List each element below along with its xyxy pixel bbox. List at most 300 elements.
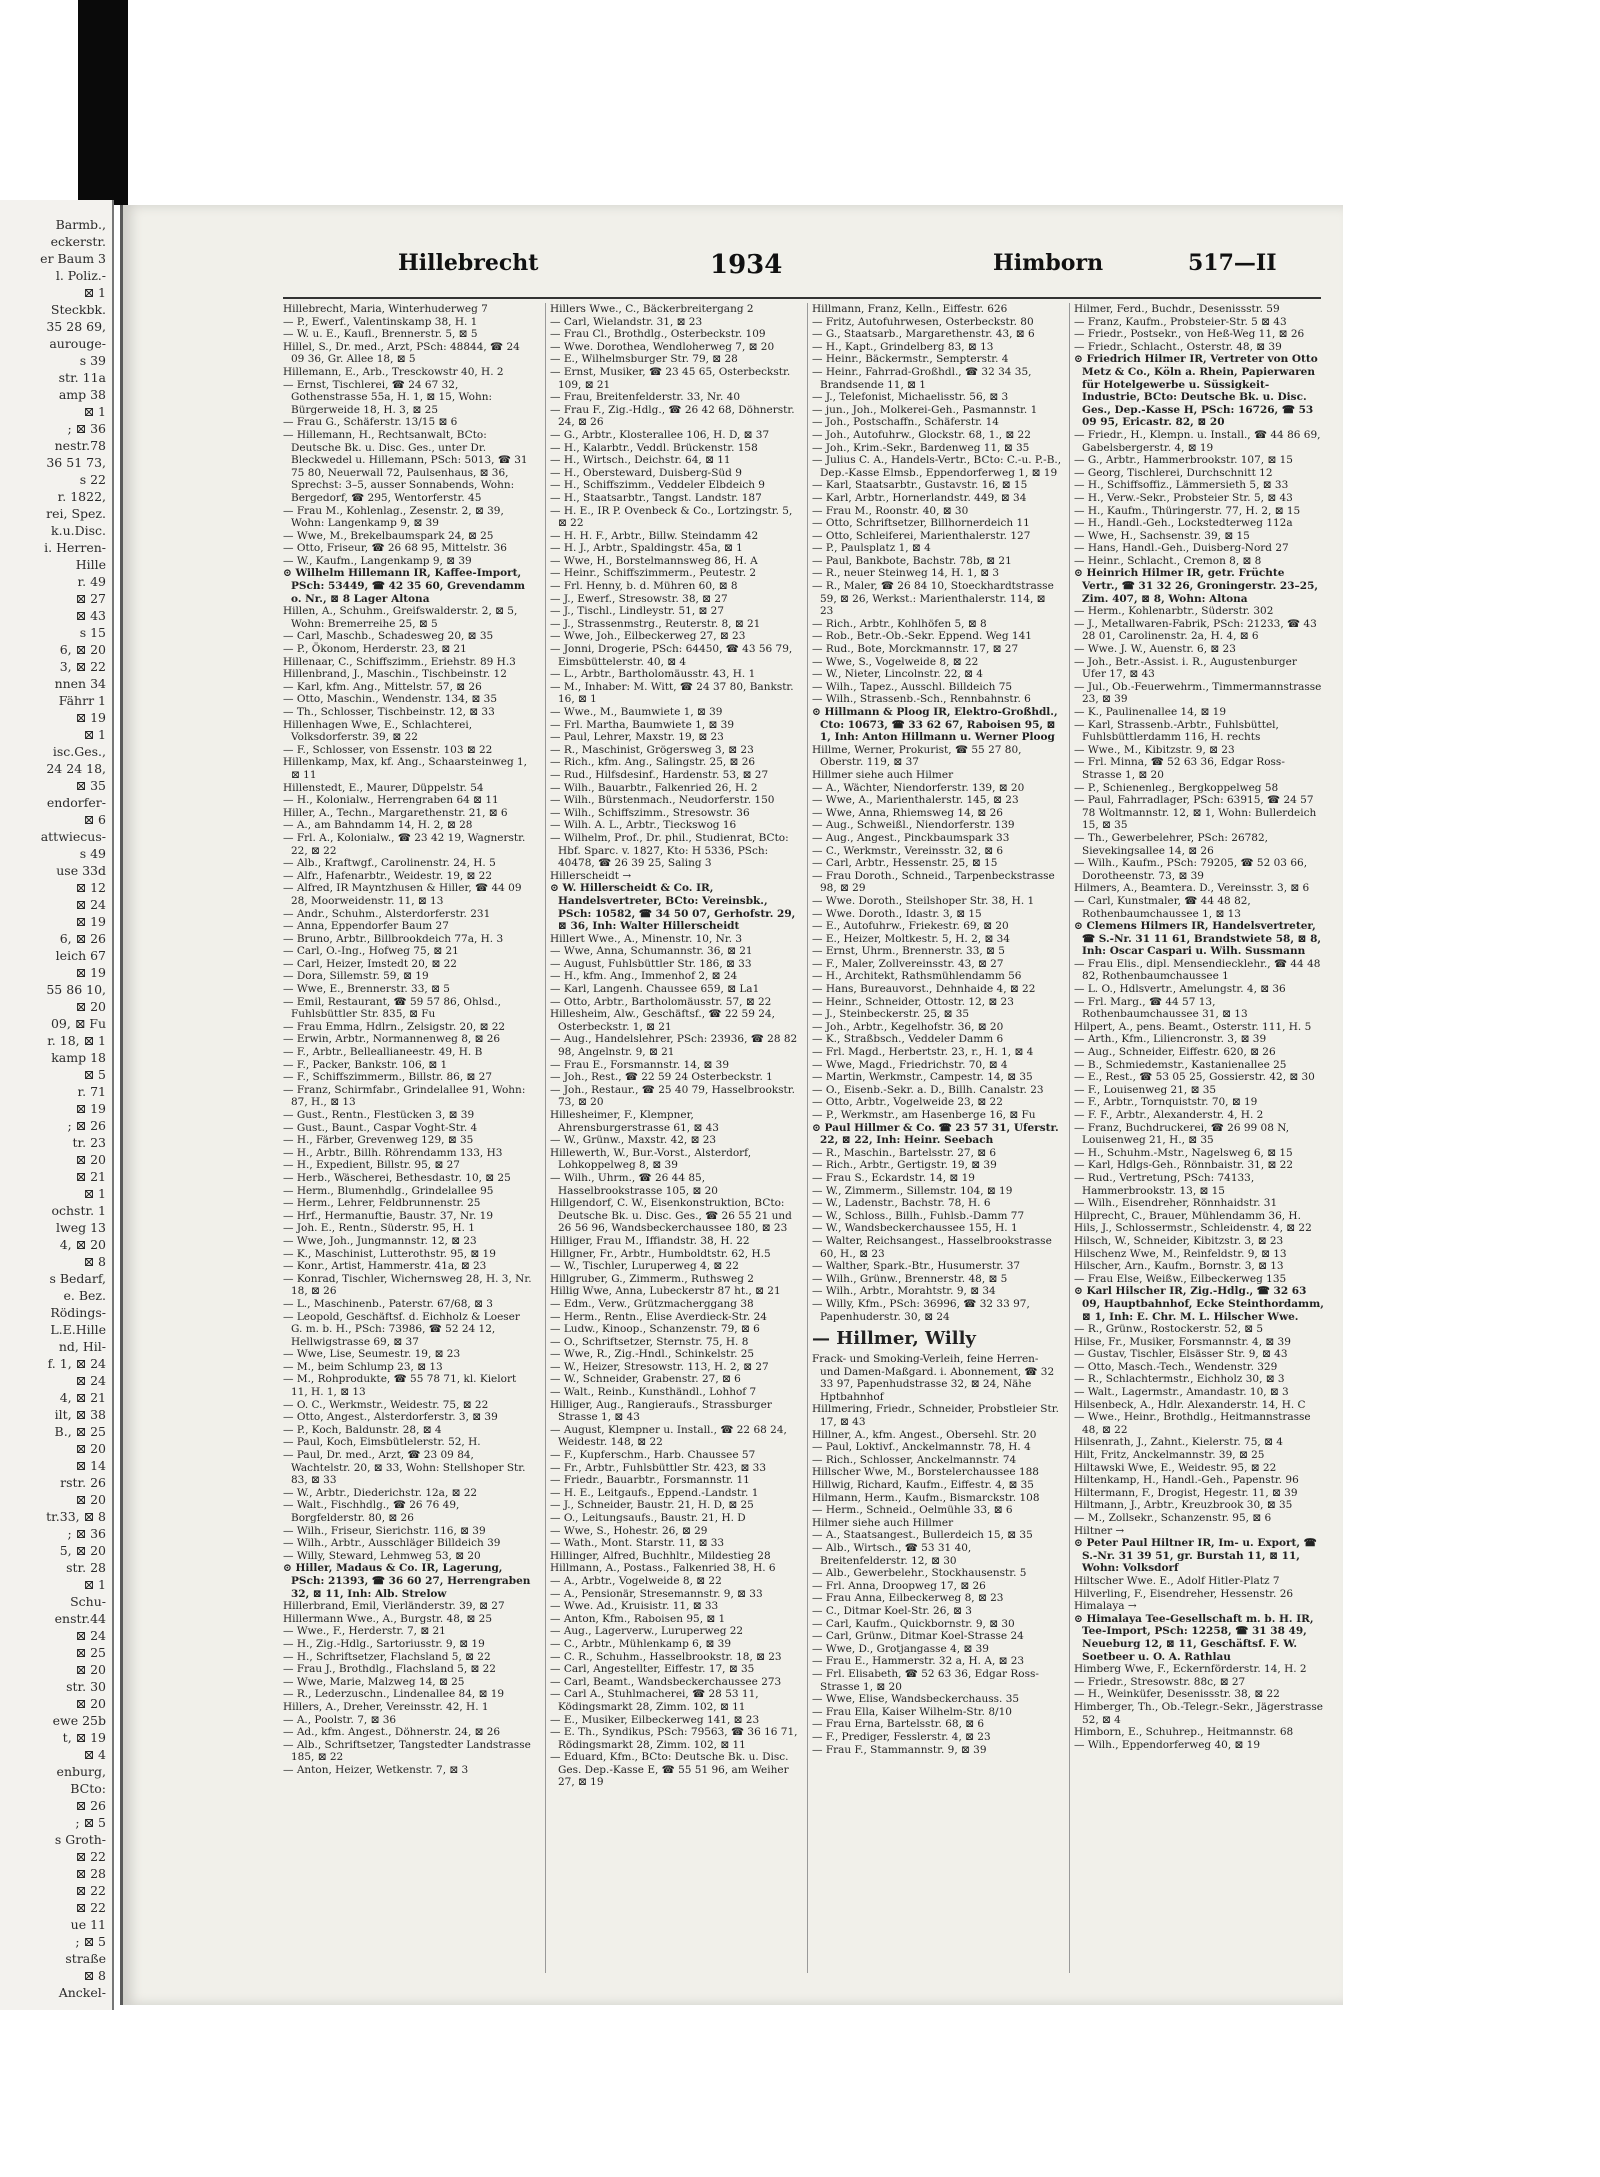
directory-entry: Hilmann, Herm., Kaufm., Bismarckstr. 108 [812,1491,1040,1504]
directory-entry: Hillen, A., Schuhm., Greifswalderstr. 2, ⊠ 5, Wohn: Bremerreihe 25, ⊠ 5 [283,605,518,630]
directory-entry: Himberg Wwe, F., Eckernförderstr. 14, H. 2 [1074,1663,1307,1676]
directory-entry: — Herm., Rentn., Elise Averdieck-Str. 24 [550,1310,767,1323]
left-page-fragment: L.E.Hille [50,1322,106,1337]
left-page-fragment: ⊠ 19 [75,965,106,980]
directory-entry: — A., Pensionär, Stresemannstr. 9, ⊠ 33 [550,1587,763,1600]
directory-entry: — Otto, Schriftsetzer, Billhornerdeich 11 [812,517,1030,530]
directory-entry: — Rich., kfm. Ang., Salingstr. 25, ⊠ 26 [550,756,756,769]
directory-entry: — H., Staatsarbtr., Tangst. Landstr. 187 [550,491,762,504]
directory-entry: Hiller, A., Techn., Margarethenstr. 21, ⊠ 6 [283,806,508,819]
directory-entry: — Paul, Loktivf., Anckelmannstr. 78, H. 4 [812,1441,1031,1454]
directory-entry: — Otto, Friseur, ☎ 26 68 95, Mittelstr. 36 [283,542,507,555]
left-page-fragment: ⊠ 20 [75,1696,106,1711]
left-page-fragment: ⊠ 4 [83,1747,106,1762]
directory-entry: — Hillemann, H., Rechtsanwalt, BCto: Deutsche Bk. u. Disc. Ges., unter Dr. Bleckwedel u. Hillemann, PSch: 5013, ☎ 31 75 80, Neuerwall 72, Paulsenhaus, ⊠ 36, Sprechst: 3–5, ausser Sonnabends, Wohn: Bergedorf, ☎ 295, Wentorferstr. 45 [283,428,528,504]
directory-entry: — Otto, Arbtr., Vogelweide 23, ⊠ 22 [812,1096,1003,1109]
directory-entry: — Heinr., Bäckermstr., Sempterstr. 4 [812,353,1009,366]
directory-entry: — R., neuer Steinweg 14, H. 1, ⊠ 3 [812,567,1000,580]
directory-entry: Himborn, E., Schuhrep., Heitmannstr. 68 [1074,1726,1294,1739]
directory-entry: — F., Schiffszimmerm., Billstr. 86, ⊠ 27 [283,1071,493,1084]
directory-entry: Hillenaar, C., Schiffszimm., Eriehstr. 89 H.3 [283,655,516,668]
left-page-fragment: str. 11a [58,370,106,385]
directory-entry: Hiltner → [1074,1524,1125,1537]
left-page-fragment: s 15 [79,625,106,640]
directory-entry: — Carl, Arbtr., Hessenstr. 25, ⊠ 15 [812,857,998,870]
directory-entry: ⊙ Clemens Hilmers IR, Handelsvertreter, ☎ S.-Nr. 31 11 61, Brandstwiete 58, ⊠ 8, Inh: Oscar Caspari u. Wilh. Sussmann [1074,920,1322,958]
directory-entry: — Rob., Betr.-Ob.-Sekr. Eppend. Weg 141 [812,630,1032,643]
directory-entry: — K., Paulinenallee 14, ⊠ 19 [1074,706,1227,718]
directory-entry: — Herb., Wäscherei, Bethesdastr. 10, ⊠ 25 [283,1171,511,1184]
left-page-fragment: tr.33, ⊠ 8 [46,1509,106,1524]
left-page-fragment: ⊠ 20 [75,1492,106,1507]
directory-entry: — Arth., Kfm., Liliencronstr. 3, ⊠ 39 [1074,1033,1267,1046]
directory-entry: — Walt., Lagermstr., Amandastr. 10, ⊠ 3 [1074,1386,1289,1399]
directory-entry: — J., Ewerf., Stresowstr. 38, ⊠ 27 [550,592,728,605]
left-page-fragment: l. Poliz.- [55,268,106,283]
left-page-fragment: 3, ⊠ 22 [59,659,106,674]
directory-entry: — Fritz, Autofuhrwesen, Osterbeckstr. 80 [812,315,1034,328]
directory-entry: — Frau E., Forsmannstr. 14, ⊠ 39 [550,1058,730,1071]
directory-entry: — H. E., IR P. Ovenbeck & Co., Lortzingstr. 5, ⊠ 22 [550,504,793,530]
directory-entry: Hilscher, Arn., Kaufm., Bornstr. 3, ⊠ 13 [1074,1260,1284,1273]
directory-entry: — Otto, Masch.-Tech., Wendenstr. 329 [1074,1360,1278,1373]
directory-entry: — M., Rohprodukte, ☎ 55 78 71, kl. Kielort 11, H. 1, ⊠ 13 [283,1373,517,1399]
directory-entry: — Carl, Wielandstr. 31, ⊠ 23 [550,315,703,328]
directory-entry: — Wwe. Ad., Kruisistr. 11, ⊠ 33 [550,1600,719,1613]
left-page-fragment: attwiecus- [40,829,106,844]
left-page-fragment: aurouge- [49,336,106,351]
directory-entry: — Hrf., Hermanuftie, Baustr. 37, Nr. 19 [283,1209,494,1222]
directory-entry: — F., Louisenweg 21, ⊠ 35 [1074,1083,1217,1096]
directory-entry: — Joh. E., Rentn., Süderstr. 95, H. 1 [283,1222,475,1235]
left-page-fragment: ⊠ 1 [83,285,106,300]
directory-entry: — W., Kaufm., Langenkamp 9, ⊠ 39 [283,554,472,567]
directory-entry: — O., Schriftsetzer, Sternstr. 75, H. 8 [550,1335,749,1348]
directory-entry: — Alb., Schriftsetzer, Tangstedter Landstrasse 185, ⊠ 22 [283,1738,531,1764]
directory-entry: Hillgner, Fr., Arbtr., Humboldtstr. 62, H.5 [550,1247,771,1260]
directory-entry: — Wilh., Strassenb.-Sch., Rennbahnstr. 6 [812,693,1031,706]
directory-entry: — Anton, Heizer, Wetkenstr. 7, ⊠ 3 [283,1763,469,1776]
directory-entry: — Heinr., Schlacht., Cremon 8, ⊠ 8 [1074,554,1262,567]
directory-entry: — Aug., Angest., Pinckbaumspark 33 [812,831,1010,844]
directory-entry: ⊙ Friedrich Hilmer IR, Vertreter von Otto Metz & Co., Köln a. Rhein, Papierwaren für Hotelgewerbe u. Süssigkeit-Industrie, BCto: Deutsche Bk. u. Disc. Ges., Dep.-Kasse H, PSch: 16726, ☎ 53 09 95, Ericastr. 82, ⊠ 20 [1074,353,1318,429]
directory-entry: — Joh., Rest., ☎ 22 59 24 Osterbeckstr. 1 [550,1071,773,1084]
directory-entry: — Emil, Restaurant, ☎ 59 57 86, Ohlsd., Fuhlsbüttler Str. 835, ⊠ Fu [283,995,501,1021]
directory-entry: — H., Arbtr., Billh. Röhrendamm 133, H3 [283,1146,503,1159]
directory-entry: — Dora, Sillemstr. 59, ⊠ 19 [283,970,429,983]
directory-entry: Hiltawski Wwe, E., Weidestr. 95, ⊠ 22 [1074,1461,1277,1474]
directory-entry: Himberger, Th., Ob.-Telegr.-Sekr., Jägerstrasse 52, ⊠ 4 [1074,1700,1323,1726]
directory-entry: Hillenhagen Wwe, E., Schlachterei, Volksdorferstr. 39, ⊠ 22 [283,718,473,744]
directory-entry: — Rich., Arbtr., Kohlhöfen 5, ⊠ 8 [812,617,987,630]
directory-entry: — Jul., Ob.-Feuerwehrm., Timmermannstrasse 23, ⊠ 39 [1074,680,1322,706]
directory-entry: — P., Paulsplatz 1, ⊠ 4 [812,542,931,555]
directory-entry: — W., Zimmerm., Sillemstr. 104, ⊠ 19 [812,1184,1013,1197]
directory-entry: — Walter, Reichsangest., Hasselbrookstrasse 60, H., ⊠ 23 [812,1234,1052,1260]
directory-entry: — R., Maschinist, Grögersweg 3, ⊠ 23 [550,743,754,756]
directory-entry: — A., Wächter, Niendorferstr. 139, ⊠ 20 [812,781,1025,794]
left-page-fragment: ⊠ 1 [83,1577,106,1592]
left-page-fragment: ⊠ 19 [75,914,106,929]
directory-entry: — Wwe, Magd., Friedrichstr. 70, ⊠ 4 [812,1058,1008,1071]
left-page-fragment: s 39 [79,353,106,368]
left-page-fragment: i. Herren- [44,540,106,555]
directory-entry: — Otto, Arbtr., Bartholomäusstr. 57, ⊠ 22 [550,995,772,1008]
directory-entry: — Wwe, Anna, Rhiemsweg 14, ⊠ 26 [812,806,1003,819]
directory-entry: — Wwe, R., Zig.-Hndl., Schinkelstr. 25 [550,1348,755,1361]
directory-entry: Hilmer, Ferd., Buchdr., Desenissstr. 59 [1074,303,1280,315]
directory-entry: — F., Kupferschm., Harb. Chaussee 57 [550,1449,756,1462]
directory-entry: — Frau Emma, Hdlrn., Zelsigstr. 20, ⊠ 22 [283,1020,506,1033]
directory-entry: — Wwe, D., Grotjangasse 4, ⊠ 39 [812,1642,989,1655]
directory-entry: — Georg, Tischlerei, Durchschnitt 12 [1074,466,1273,479]
left-page-fragment: ⊠ 20 [75,1662,106,1677]
left-page-fragment: s Groth- [54,1832,106,1847]
directory-entry: — Frau Anna, Eilbeckerweg 8, ⊠ 23 [812,1592,1004,1605]
directory-entry: Hilmers, A., Beamtera. D., Vereinsstr. 3, ⊠ 6 [1074,882,1310,895]
directory-entry: — F., Arbtr., Tornquiststr. 70, ⊠ 19 [1074,1096,1258,1109]
directory-entry: — Alfr., Hafenarbtr., Weidestr. 19, ⊠ 22 [283,869,493,882]
left-page-fragment: ⊠ 26 [75,1798,106,1813]
directory-entry: — Paul, Bankbote, Bachstr. 78b, ⊠ 21 [812,554,1012,567]
directory-entry: — P., Ewerf., Valentinskamp 38, H. 1 [283,315,478,328]
directory-entry: — Wwe, S., Hohestr. 26, ⊠ 29 [550,1524,708,1537]
directory-entry: — Heinr., Schiffszimmerm., Peutestr. 2 [550,567,757,580]
directory-entry: — Aug., Schneider, Eiffestr. 620, ⊠ 26 [1074,1046,1276,1059]
directory-entry: — Wilh., Bauarbtr., Falkenried 26, H. 2 [550,781,758,794]
left-page-fragment: ⊠ 35 [75,778,106,793]
directory-entry: ⊙ Paul Hillmer & Co. ☎ 23 57 31, Uferstr. 22, ⊠ 22, Inh: Heinr. Seebach [812,1121,1059,1147]
directory-entry: — Rich., Schlosser, Anckelmannstr. 74 [812,1453,1017,1466]
left-page-fragment: Barmb., [55,217,106,232]
left-page-fragment: ochstr. 1 [51,1203,106,1218]
directory-entry: Hilschenz Wwe, M., Reinfeldstr. 9, ⊠ 13 [1074,1247,1287,1260]
directory-entry: — Herm., Blumenhdlg., Grindelallee 95 [283,1184,494,1197]
left-page-fragment: nnen 34 [54,676,106,691]
directory-entry: — Wwe, H., Sachsenstr. 39, ⊠ 15 [1074,529,1250,542]
previous-page-margin [0,200,114,2010]
directory-entry: — Hans, Handl.-Geh., Duisberg-Nord 27 [1074,542,1289,555]
directory-entry: — H., Kalarbtr., Veddl. Brückenstr. 158 [550,441,758,454]
directory-entry: — Friedr., H., Klempn. u. Install., ☎ 44 86 69, Gabelsbergerstr. 4, ⊠ 19 [1074,428,1321,454]
directory-entry: — W., Nieter, Lincolnstr. 22, ⊠ 4 [812,668,983,681]
directory-entry: — Frau G., Schäferstr. 13/15 ⊠ 6 [283,416,458,429]
directory-entry: — Wwe. Dorothea, Wendloherweg 7, ⊠ 20 [550,340,775,353]
directory-entry: — Wwe., Heinr., Brothdlg., Heitmannstrasse 48, ⊠ 22 [1074,1411,1311,1436]
directory-entry: — R., Lederzuschn., Lindenallee 84, ⊠ 19 [283,1688,505,1701]
directory-entry: — Frl. Martha, Baumwiete 1, ⊠ 39 [550,718,735,731]
directory-entry: — Jonni, Drogerie, PSch: 64450, ☎ 43 56 79, Eimsbüttelerstr. 40, ⊠ 4 [550,643,793,668]
left-page-fragment: ⊠ 20 [75,1441,106,1456]
directory-entry: — Wwe, Joh., Jungmannstr. 12, ⊠ 23 [283,1234,477,1247]
directory-entry: — G., Arbtr., Hammerbrookstr. 107, ⊠ 15 [1074,454,1293,467]
left-page-fragment: ⊠ 6 [83,812,106,827]
directory-entry: — Wilh., Arbtr., Ausschläger Billdeich 39 [283,1537,501,1550]
directory-entry: Hiltscher Wwe. E., Adolf Hitler-Platz 7 [1074,1574,1280,1587]
directory-entry: — H., Schuhm.-Mstr., Nagelsweg 6, ⊠ 15 [1074,1146,1293,1159]
directory-entry: — Wwe. Doroth., Idastr. 3, ⊠ 15 [812,907,982,920]
directory-entry: — Frau F., Zig.-Hdlg., ☎ 26 42 68, Döhnerstr. 24, ⊠ 26 [550,403,795,429]
directory-entry: — Karl, Hdlgs-Geh., Rönnbaistr. 31, ⊠ 22 [1074,1159,1294,1172]
directory-entry: — A., Staatsangest., Bullerdeich 15, ⊠ 35 [812,1529,1033,1542]
directory-entry: — O., Leitungsaufs., Baustr. 21, H. D [550,1512,746,1524]
directory-entry: — Frau Erna, Bartelsstr. 68, ⊠ 6 [812,1718,985,1731]
directory-entry: — E., Autofuhrw., Friekestr. 69, ⊠ 20 [812,920,1009,933]
left-page-fragment: t, ⊠ 19 [62,1730,106,1745]
directory-entry: — Friedr., Schlacht., Osterstr. 48, ⊠ 39 [1074,340,1282,353]
directory-entry: Hillme, Werner, Prokurist, ☎ 55 27 80, Oberstr. 119, ⊠ 37 [812,743,1022,769]
directory-entry: — C., Ditmar Koel-Str. 26, ⊠ 3 [812,1604,972,1617]
directory-entry: — Aug., Handelslehrer, PSch: 23936, ☎ 28 82 98, Angelnstr. 9, ⊠ 21 [550,1033,798,1059]
directory-entry: — Th., Gewerbelehrer, PSch: 26782, Sievekingsallee 14, ⊠ 26 [1074,831,1268,857]
directory-entry: — W., Tischler, Luruperweg 4, ⊠ 22 [550,1260,739,1273]
directory-entry: — Otto, Maschin., Wendenstr. 134, ⊠ 35 [283,693,498,706]
page-header [123,250,1343,290]
directory-entry: Hillmann, A., Postass., Falkenried 38, H. 6 [550,1562,776,1575]
directory-entry: — Otto, Angest., Alsterdorferstr. 3, ⊠ 39 [283,1411,498,1424]
left-page-fragment: nd, Hil- [58,1339,106,1354]
directory-entry: — P., Werkmstr., am Hasenberge 16, ⊠ Fu [812,1109,1036,1121]
directory-entry: — A., am Bahndamm 14, H. 2, ⊠ 28 [283,819,473,832]
directory-entry: — Gust., Baunt., Caspar Voght-Str. 4 [283,1121,478,1134]
directory-entry: Hillscher Wwe, M., Borstelerchaussee 188 [812,1466,1039,1479]
directory-entry: — Frl. Elisabeth, ☎ 52 63 36, Edgar Ross-Strasse 1, ⊠ 20 [812,1667,1039,1693]
directory-entry: — H., Wirtsch., Deichstr. 64, ⊠ 11 [550,454,731,467]
left-page-fragment: ⊠ 22 [75,1883,106,1898]
left-page-fragment: ewe 25b [52,1713,106,1728]
left-page-fragment: 4, ⊠ 20 [59,1237,106,1252]
directory-entry: — Martin, Werkmstr., Campestr. 14, ⊠ 35 [812,1071,1033,1084]
directory-entry: — Heinr., Schneider, Ottostr. 12, ⊠ 23 [812,995,1014,1008]
directory-entry: — K., Straßbsch., Veddeler Damm 6 [812,1033,1004,1046]
directory-entry: — Carl, Maschb., Schadesweg 20, ⊠ 35 [283,630,494,643]
directory-entry: Hilliger, Aug., Rangieraufs., Strassburger Strasse 1, ⊠ 43 [550,1398,772,1424]
left-page-fragment: r. 71 [77,1084,106,1099]
directory-entry: — W., Wandsbeckerchaussee 155, H. 1 [812,1222,1018,1235]
left-page-fragment: Anckel- [58,1985,106,2000]
left-page-fragment: ⊠ 19 [75,1101,106,1116]
directory-entry: — Konrad, Tischler, Wichernsweg 28, H. 3, Nr. 18, ⊠ 26 [283,1272,532,1298]
directory-entry: — Wilh., Bürstenmach., Neudorferstr. 150 [550,794,775,807]
directory-entry: — L. O., Hdlsvertr., Amelungstr. 4, ⊠ 36 [1074,983,1286,996]
left-page-fragment: ⊠ 12 [75,880,106,895]
left-page-fragment: ilt, ⊠ 38 [54,1407,106,1422]
directory-entry: — Franz, Kaufm., Probsteier-Str. 5 ⊠ 43 [1074,315,1287,328]
directory-entry: Hilsenbeck, A., Hdlr. Alexanderstr. 14, H. C [1074,1398,1306,1411]
directory-entry: — Joh., Arbtr., Kegelhofstr. 36, ⊠ 20 [812,1020,1004,1033]
directory-entry: Hillenstedt, E., Maurer, Düppelstr. 54 [283,781,484,794]
left-page-fragment: Hille [75,557,106,572]
directory-entry: Hillermann Wwe., A., Burgstr. 48, ⊠ 25 [283,1612,493,1625]
directory-entry: — H., Architekt, Rathsmühlendamm 56 [812,970,1022,983]
directory-entry: — Wwe, Elise, Wandsbeckerchauss. 35 [812,1693,1020,1706]
directory-entry: — Paul, Lehrer, Maxstr. 19, ⊠ 23 [550,731,724,744]
directory-entry: — Frau F., Stammannstr. 9, ⊠ 39 [812,1743,987,1756]
directory-entry: — W., Ladenstr., Bachstr. 78, H. 6 [812,1197,991,1210]
left-page-fragment: B., ⊠ 25 [54,1424,106,1439]
directory-entry: — Wwe. Doroth., Steilshoper Str. 38, H. 1 [812,894,1035,907]
left-page-fragment: ⊠ 14 [75,1458,106,1473]
directory-entry: — Carl A., Stuhlmacherei, ☎ 28 53 11, Ködingsmarkt 28, Zimm. 102, ⊠ 11 [550,1688,759,1713]
directory-entry: — Paul, Fahrradlager, PSch: 63915, ☎ 24 57 78 Woltmannstr. 12, ⊠ 1, Wohn: Bullerdeich 15, ⊠ 35 [1074,794,1317,832]
left-page-fragment: ; ⊠ 36 [67,1526,106,1541]
left-page-fragment: ⊠ 21 [75,1169,106,1184]
directory-entry: — Walt., Reinb., Kunsthändl., Lohhof 7 [550,1386,757,1399]
directory-entry: — E., Musiker, Eilbeckerweg 141, ⊠ 23 [550,1713,760,1726]
directory-entry: — Julius C. A., Handels-Vertr., BCto: C.-u. P.-B., Dep.-Kasse Elmsb., Eppendorferweg 1, ⊠ 19 [812,454,1062,479]
header-first-name: Hillebrecht [398,250,539,276]
left-page-fragment: lweg 13 [56,1220,106,1235]
directory-entry: — H., Weinküfer, Desenissstr. 38, ⊠ 22 [1074,1688,1280,1701]
directory-entry: ⊙ W. Hillerscheidt & Co. IR, Handelsvertreter, BCto: Vereinsbk., PSch: 10582, ☎ 34 50 07, Gerhofstr. 29, ⊠ 36, Inh: Walter Hillerscheidt [550,882,796,933]
directory-entry: — H., Kolonialw., Herrengraben 64 ⊠ 11 [283,794,499,807]
directory-entry: — H., Zig.-Hdlg., Sartoriusstr. 9, ⊠ 19 [283,1637,485,1650]
directory-entry: Hillwig, Richard, Kaufm., Eiffestr. 4, ⊠ 35 [812,1479,1034,1492]
directory-entry: — F., Arbtr., Belleallianeestr. 49, H. B [283,1046,483,1059]
directory-entry: Himalaya → [1074,1600,1137,1613]
left-page-fragment: ⊠ 1 [83,404,106,419]
left-page-fragment: r. 49 [77,574,106,589]
directory-entry: — A., Arbtr., Vogelweide 8, ⊠ 22 [550,1574,722,1587]
left-page-fragment: ⊠ 19 [75,710,106,725]
directory-entry: — C., Arbtr., Mühlenkamp 6, ⊠ 39 [550,1637,732,1650]
directory-entry: — M., Inhaber: M. Witt, ☎ 24 37 80, Bankstr. 16, ⊠ 1 [550,680,794,706]
directory-entry: — Rud., Hilfsdesinf., Hardenstr. 53, ⊠ 27 [550,768,769,781]
directory-entry: — Ernst, Uhrm., Brennerstr. 33, ⊠ 5 [812,945,1005,958]
directory-entry: — Joh., Betr.-Assist. i. R., Augustenburger Ufer 17, ⊠ 43 [1074,655,1297,681]
directory-entry: — Wilh. A. L., Arbtr., Tieckswog 16 [550,819,737,832]
directory-entry: — Joh., Krim.-Sekr., Bardenweg 11, ⊠ 35 [812,441,1030,454]
left-page-fragment: ⊠ 22 [75,1900,106,1915]
left-page-fragment: r. 1822, [57,489,106,504]
left-page-fragment: Steckbk. [50,302,106,317]
directory-entry: — Alb., Gewerbelehr., Stockhausenstr. 5 [812,1567,1027,1580]
directory-entry: — Rud., Vertretung, PSch: 74133, Hammerbrookstr. 13, ⊠ 15 [1074,1171,1255,1197]
directory-entry: — Wwe, E., Brennerstr. 33, ⊠ 5 [283,983,450,996]
left-page-fragment: ⊠ 24 [75,1628,106,1643]
directory-entry: — Edm., Verw., Grützmacherggang 38 [550,1297,754,1310]
directory-entry: — Karl, Strassenb.-Arbtr., Fuhlsbüttel, Fuhlsbüttlerdamm 116, H. rechts [1074,718,1279,744]
directory-entry: — Fr., Arbtr., Fuhlsbüttler Str. 423, ⊠ 33 [550,1461,766,1474]
column-1 [283,303,533,1973]
directory-entry: — Alfred, IR Mayntzhusen & Hiller, ☎ 44 09 28, Moorweidenstr. 11, ⊠ 13 [283,882,522,907]
directory-entry: — O. C., Werkmstr., Weidestr. 75, ⊠ 22 [283,1398,489,1411]
directory-entry: Hillerscheidt → [550,869,632,882]
column-3 [807,303,1062,1973]
directory-entry: — August, Klempner u. Install., ☎ 22 68 24, Weidestr. 148, ⊠ 22 [550,1423,787,1449]
directory-entry: — Frl. Minna, ☎ 52 63 36, Edgar Ross-Strasse 1, ⊠ 20 [1074,756,1285,781]
left-page-fragment: Rödings- [50,1305,106,1320]
directory-entry: — Wwe, Joh., Eilbeckerweg 27, ⊠ 23 [550,630,746,643]
directory-entry: — J., Strassenmstrg., Reuterstr. 8, ⊠ 21 [550,617,761,630]
directory-entry: Hillig Wwe, Anna, Lubeckerstr 87 ht., ⊠ 21 [550,1285,781,1298]
directory-entry: — Carl, Beamt., Wandsbeckerchaussee 273 [550,1675,782,1688]
directory-entry: ⊙ Himalaya Tee-Gesellschaft m. b. H. IR, Tee-Import, PSch: 12258, ☎ 31 38 49, Neueburg 12, ⊠ 11, Geschäftsf. F. W. Soetbeer u. O. A. Rathlau [1074,1612,1314,1663]
directory-entry: — Carl, Angestellter, Eiffestr. 17, ⊠ 35 [550,1663,755,1676]
left-page-fragment: ⊠ 20 [75,999,106,1014]
directory-entry: — H., Obersteward, Duisberg-Süd 9 [550,466,742,479]
directory-columns [283,303,1323,1973]
directory-entry: — W., Grünw., Maxstr. 42, ⊠ 23 [550,1134,717,1147]
directory-entry: Hillmann, Franz, Kelln., Eiffestr. 626 [812,303,1008,315]
left-page-fragment: Fährr 1 [58,693,106,708]
directory-entry: — W., Schloss., Billh., Fuhlsb.-Damm 77 [812,1209,1025,1222]
directory-entry: — H. E., Leitgaufs., Eppend.-Landstr. 1 [550,1486,759,1499]
directory-entry: Hillesheimer, F., Klempner, Ahrensburgerstrasse 61, ⊠ 43 [550,1109,719,1134]
directory-entry: — F., Maler, Zollvereinsstr. 43, ⊠ 27 [812,957,1004,970]
directory-entry: — B., Schmiedemstr., Kastanienallee 25 [1074,1058,1287,1071]
column-4 [1069,303,1324,1973]
left-page-fragment: ⊠ 1 [83,1186,106,1201]
directory-entry: — Anna, Eppendorfer Baum 27 [283,920,449,933]
directory-entry: — L., Maschinenb., Paterstr. 67/68, ⊠ 3 [283,1297,493,1310]
left-page-fragment: e. Bez. [63,1288,106,1303]
left-page-fragment: ; ⊠ 36 [67,421,106,436]
directory-entry: — M., beim Schlump 23, ⊠ 13 [283,1360,443,1373]
left-page-fragment: rstr. 26 [60,1475,106,1490]
left-page-fragment: eckerstr. [50,234,106,249]
left-page-fragment: ue 11 [70,1917,106,1932]
directory-entry: Hilprecht, C., Brauer, Mühlendamm 36, H. [1074,1209,1301,1222]
directory-entry: Hillerbrand, Emil, Vierländerstr. 39, ⊠ 27 [283,1600,505,1613]
directory-entry: — Karl, kfm. Ang., Mittelstr. 57, ⊠ 26 [283,680,482,693]
left-page-fragment: k.u.Disc. [51,523,106,538]
directory-entry: — Wwe, S., Vogelweide 8, ⊠ 22 [812,655,979,668]
left-page-fragment: 5, ⊠ 20 [59,1543,106,1558]
left-page-fragment: endorfer- [46,795,106,810]
directory-entry: — Alb., Kraftwgf., Carolinenstr. 24, H. 5 [283,857,496,870]
directory-entry: — Ernst, Musiker, ☎ 23 45 65, Osterbeckstr. 109, ⊠ 21 [550,365,791,391]
column-2 [545,303,800,1973]
directory-entry: — Frau Elis., dipl. Mensendiecklehr., ☎ 44 48 82, Rothenbaumchaussee 1 [1074,957,1321,983]
directory-entry: Hilse, Fr., Musiker, Forsmannstr. 4, ⊠ 39 [1074,1335,1291,1348]
directory-entry: — C., Werkmstr., Vereinsstr. 32, ⊠ 6 [812,844,1004,857]
directory-entry: — H., Schiffsoffiz., Lämmersieth 5, ⊠ 33 [1074,479,1289,492]
left-page-fragment: 6, ⊠ 26 [59,931,106,946]
directory-entry: — Aug., Schweißl., Niendorferstr. 139 [812,819,1015,832]
directory-entry: — jun., Joh., Molkerei-Geh., Pasmannstr. 1 [812,403,1038,416]
directory-entry: — Frau S., Eckardstr. 14, ⊠ 19 [812,1171,975,1184]
left-page-fragment: str. 28 [66,1560,106,1575]
directory-entry: — H., Handl.-Geh., Lockstedterweg 112a [1074,517,1293,530]
directory-entry: — Franz, Buchdruckerei, ☎ 26 99 08 N, Louisenweg 21, H., ⊠ 35 [1074,1121,1290,1147]
left-page-fragment: ; ⊠ 5 [75,1934,106,1949]
directory-entry: Hilpert, A., pens. Beamt., Osterstr. 111, H. 5 [1074,1020,1312,1033]
directory-entry: — J., Tischl., Lindleystr. 51, ⊠ 27 [550,605,725,618]
directory-entry: — Ad., kfm. Angest., Döhnerstr. 24, ⊠ 26 [283,1726,501,1739]
directory-entry: — Frau, Breitenfelderstr. 33, Nr. 40 [550,391,741,404]
left-page-fragment: ⊠ 1 [83,727,106,742]
directory-entry: — Friedr., Bauarbtr., Forsmannstr. 11 [550,1474,750,1487]
directory-entry: — Wilh., Grünw., Brennerstr. 48, ⊠ 5 [812,1272,1008,1285]
left-page-fragment: 35 28 69, [46,319,106,334]
directory-entry: — H., Kapt., Grindelberg 83, ⊠ 13 [812,340,994,353]
directory-entry: — Joh., Autofuhrw., Glockstr. 68, 1., ⊠ 22 [812,428,1031,441]
directory-entry: — H., kfm. Ang., Immenhof 2, ⊠ 24 [550,970,738,983]
directory-entry: Hillesheim, Alw., Geschäftsf., ☎ 22 59 24, Osterbeckstr. 1, ⊠ 21 [550,1008,775,1033]
directory-entry: Hillgruber, G., Zimmerm., Ruthsweg 2 [550,1272,754,1285]
left-page-fragment: f. 1, ⊠ 24 [47,1356,106,1371]
left-page-fragment: str. 30 [66,1679,106,1694]
directory-entry: — Wilh., Eppendorferweg 40, ⊠ 19 [1074,1738,1260,1751]
directory-entry: — F., Prediger, Fesslerstr. 4, ⊠ 23 [812,1730,991,1743]
directory-entry: — Frau Else, Weißw., Eilbeckerweg 135 [1074,1272,1287,1285]
directory-entry: — Frl. Marg., ☎ 44 57 13, Rothenbaumchaussee 31, ⊠ 13 [1074,995,1248,1021]
directory-entry: — Frau Doroth., Schneid., Tarpenbeckstrasse 98, ⊠ 29 [812,869,1055,895]
directory-entry: — Wwe., F., Herderstr. 7, ⊠ 21 [283,1625,446,1638]
directory-entry: — Willy, Kfm., PSch: 36996, ☎ 32 33 97, Papenhuderstr. 30, ⊠ 24 [812,1297,1030,1323]
directory-entry: — M., Zollsekr., Schanzenstr. 95, ⊠ 6 [1074,1512,1272,1524]
